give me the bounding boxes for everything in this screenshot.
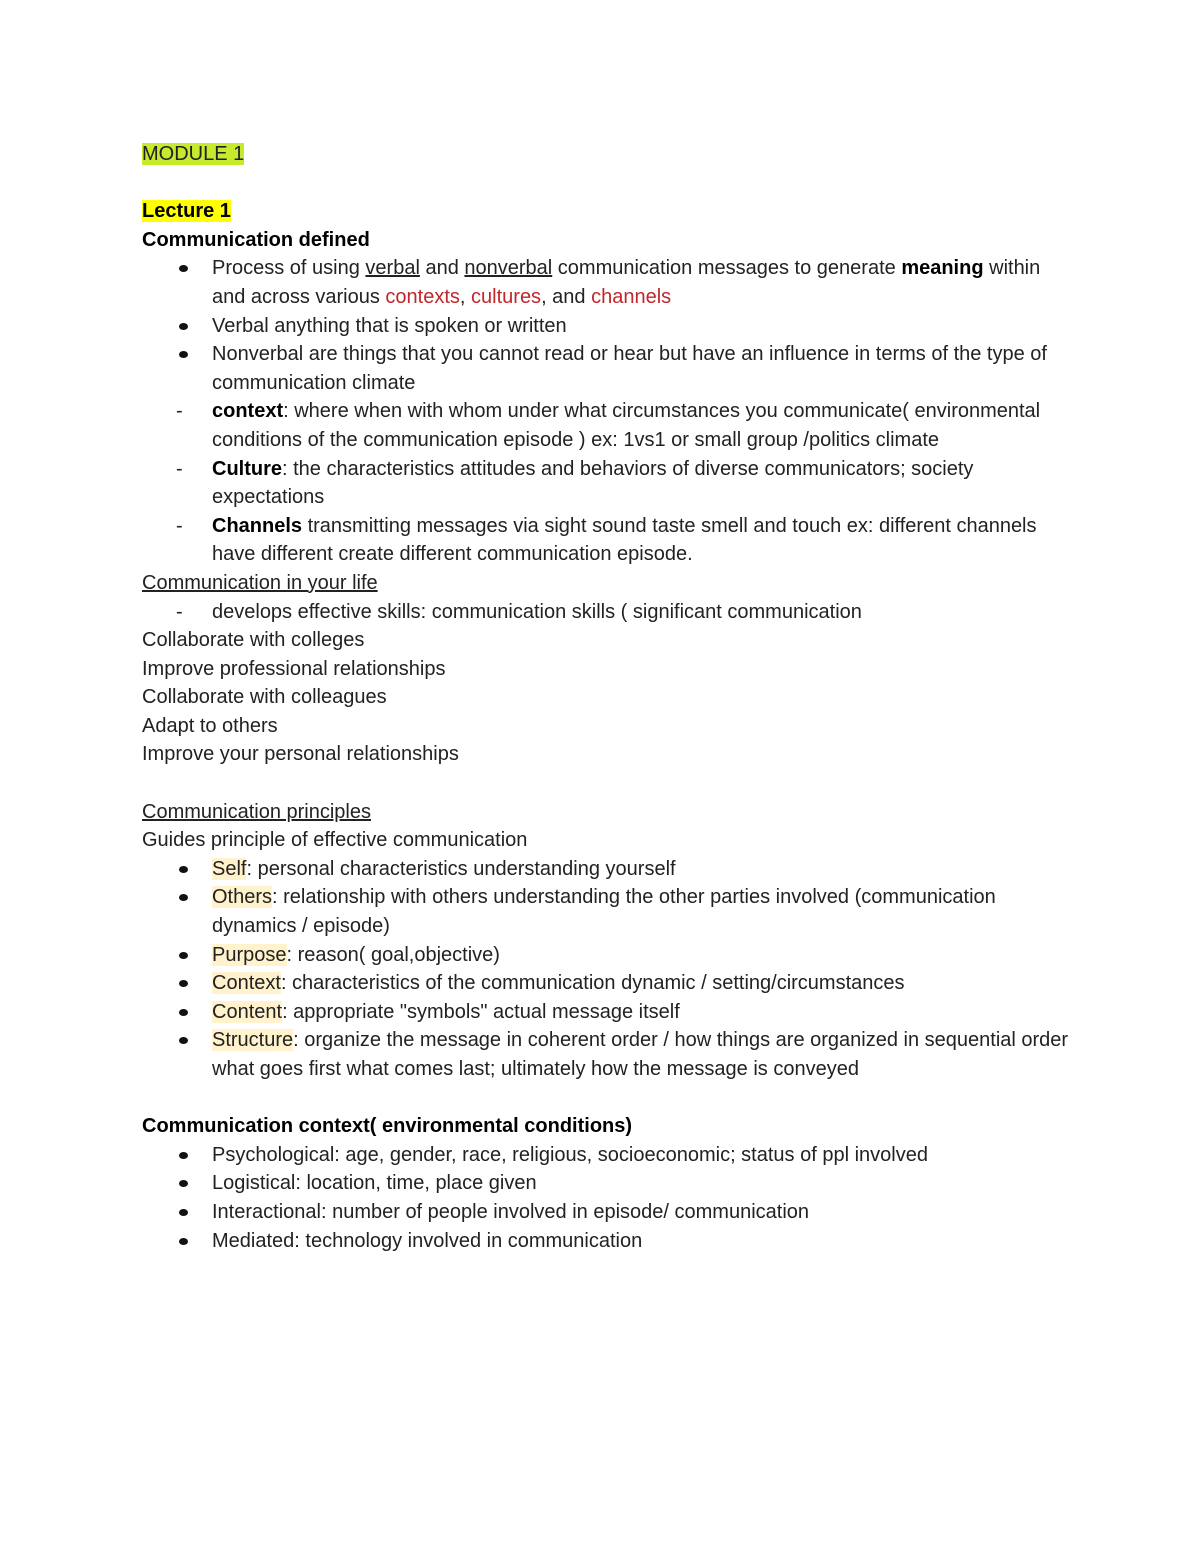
life-line: Collaborate with colleges <box>142 629 365 652</box>
bullet-icon <box>179 1152 188 1159</box>
bullet-icon <box>179 1180 188 1187</box>
dash-icon: - <box>176 457 183 480</box>
list-item: Mediated: technology involved in communication <box>142 1227 1072 1256</box>
list-item: Purpose: reason( goal,objective) <box>142 941 1072 970</box>
bullet-icon <box>179 1209 188 1216</box>
list-item: Psychological: age, gender, race, religious, socioeconomic; status of ppl involved <box>142 1141 1072 1170</box>
bullet-icon <box>179 1238 188 1245</box>
document-page <box>142 140 1072 1255</box>
principles-intro: Guides principle of effective communication <box>142 829 528 852</box>
bullet-icon <box>179 1009 188 1016</box>
bullet-icon <box>179 1037 188 1044</box>
bullet-icon <box>179 894 188 901</box>
list-item: Nonverbal are things that you cannot read or hear but have an influence in terms of the type of communication climate <box>142 340 1072 397</box>
bullet-icon <box>179 980 188 987</box>
list-item: Others: relationship with others understanding the other parties involved (communication dynamics / episode) <box>142 883 1072 940</box>
list-item: - context: where when with whom under what circumstances you communicate( environmental conditions of the communication episode ) ex: 1vs1 or small group /politics climate <box>142 397 1072 454</box>
bullet-icon <box>179 323 188 330</box>
bullet-icon <box>179 265 188 272</box>
communication-in-your-life-heading: Communication in your life <box>142 571 378 594</box>
life-line: Improve your personal relationships <box>142 743 459 766</box>
spacer <box>142 1084 1072 1113</box>
life-line: Collaborate with colleagues <box>142 686 387 709</box>
communication-principles-heading: Communication principles <box>142 800 371 823</box>
module-title: MODULE 1 <box>142 143 245 165</box>
spacer <box>142 769 1072 798</box>
lecture-title: Lecture 1 <box>142 200 231 223</box>
dash-icon: - <box>176 600 183 623</box>
bullet-icon <box>179 952 188 959</box>
list-item: Process of using verbal and nonverbal communication messages to generate meaning within and across various contexts, cultures, and channels <box>142 254 1072 311</box>
communication-defined-heading: Communication defined <box>142 228 370 251</box>
life-line: Improve professional relationships <box>142 657 446 680</box>
list-item: - develops effective skills: communication skills ( significant communication <box>142 598 1072 627</box>
list-item: Content: appropriate "symbols" actual message itself <box>142 998 1072 1027</box>
context-list <box>142 1141 1072 1255</box>
communication-context-heading: Communication context( environmental conditions) <box>142 1115 633 1138</box>
principles-list <box>142 855 1072 1084</box>
bullet-icon <box>179 351 188 358</box>
communication-defined-list <box>142 254 1072 569</box>
list-item: Interactional: number of people involved in episode/ communication <box>142 1198 1072 1227</box>
list-item: - Channels transmitting messages via sight sound taste smell and touch ex: different channels have different create different communication episode. <box>142 512 1072 569</box>
dash-icon: - <box>176 514 183 537</box>
list-item: Verbal anything that is spoken or written <box>142 312 1072 341</box>
communication-life-list <box>142 598 1072 627</box>
list-item: Logistical: location, time, place given <box>142 1169 1072 1198</box>
list-item: Context: characteristics of the communication dynamic / setting/circumstances <box>142 969 1072 998</box>
list-item: Structure: organize the message in coherent order / how things are organized in sequential order what goes first what comes last; ultimately how the message is conveyed <box>142 1026 1072 1083</box>
list-item: Self: personal characteristics understanding yourself <box>142 855 1072 884</box>
list-item: - Culture: the characteristics attitudes and behaviors of diverse communicators; society expectations <box>142 455 1072 512</box>
bullet-icon <box>179 866 188 873</box>
dash-icon: - <box>176 400 183 423</box>
life-line: Adapt to others <box>142 714 278 737</box>
